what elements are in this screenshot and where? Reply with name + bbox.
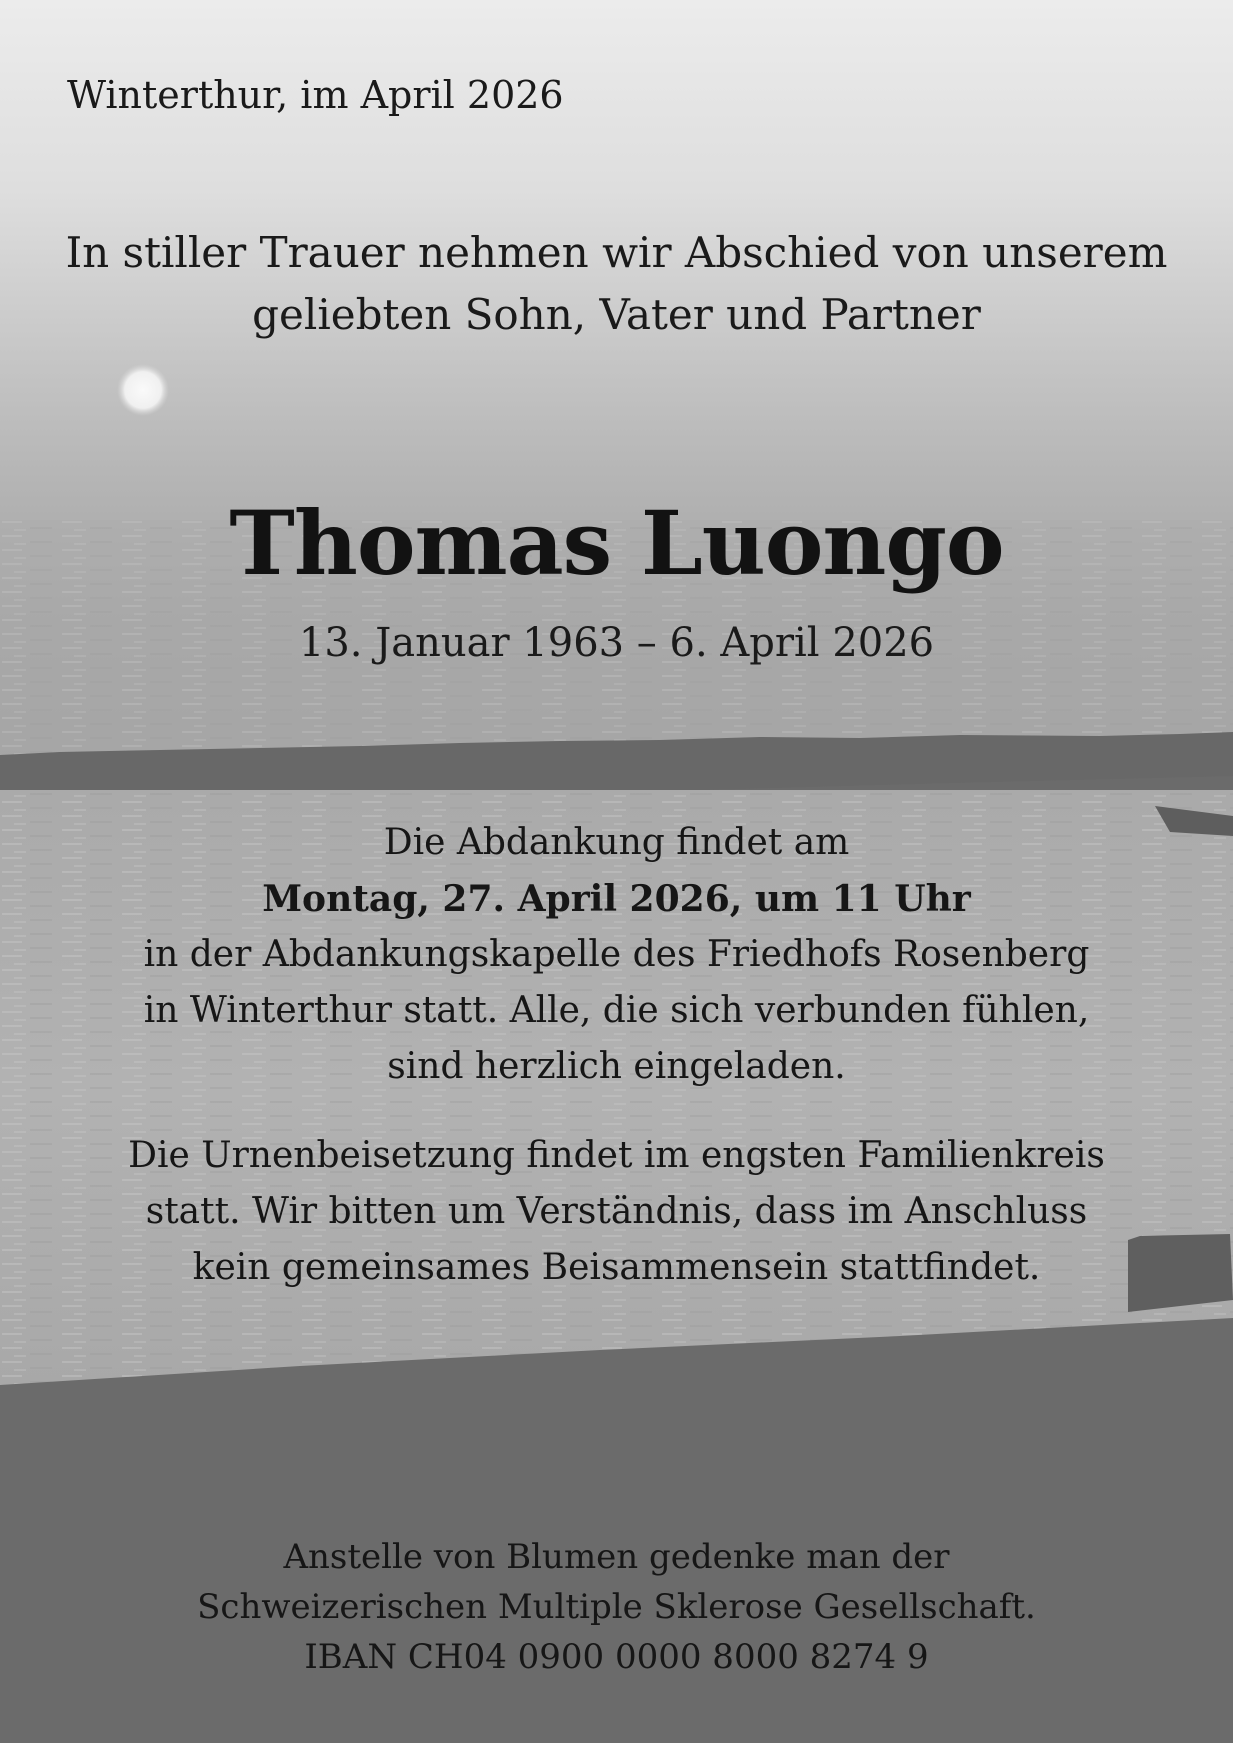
donation-request [0,1532,1233,1682]
intro-line: geliebten Sohn, Vater und Partner [252,290,981,339]
urn-burial-notice [0,1128,1233,1296]
moon [117,364,169,416]
lifespan-dates: 13. Januar 1963 – 6. April 2026 [298,620,935,666]
donation-line: Anstelle von Blumen gedenke man der [283,1537,950,1577]
service-line: Die Abdankung findet am [383,822,850,863]
service-line: sind herzlich eingeladen. [387,1046,846,1087]
urn-line: Die Urnenbeisetzung findet im engsten Familienkreis [128,1135,1105,1176]
iban: IBAN CH04 0900 0000 8000 8274 9 [304,1637,929,1677]
intro-text [0,222,1233,346]
service-line: in Winterthur statt. Alle, die sich verbunden fühlen, [143,990,1090,1031]
service-announcement [0,815,1233,1095]
donation-line: Schweizerischen Multiple Sklerose Gesellschaft. [197,1587,1036,1627]
urn-line: statt. Wir bitten um Verständnis, dass im Anschluss [145,1191,1088,1232]
place-date: Winterthur, im April 2026 [67,73,564,117]
deceased-name: Thomas Luongo [229,491,1004,595]
intro-line: In stiller Trauer nehmen wir Abschied von unserem [65,228,1168,277]
service-datetime: Montag, 27. April 2026, um 11 Uhr [262,878,971,920]
urn-line: kein gemeinsames Beisammensein stattfindet. [192,1247,1041,1288]
service-line: in der Abdankungskapelle des Friedhofs Rosenberg [143,934,1090,975]
